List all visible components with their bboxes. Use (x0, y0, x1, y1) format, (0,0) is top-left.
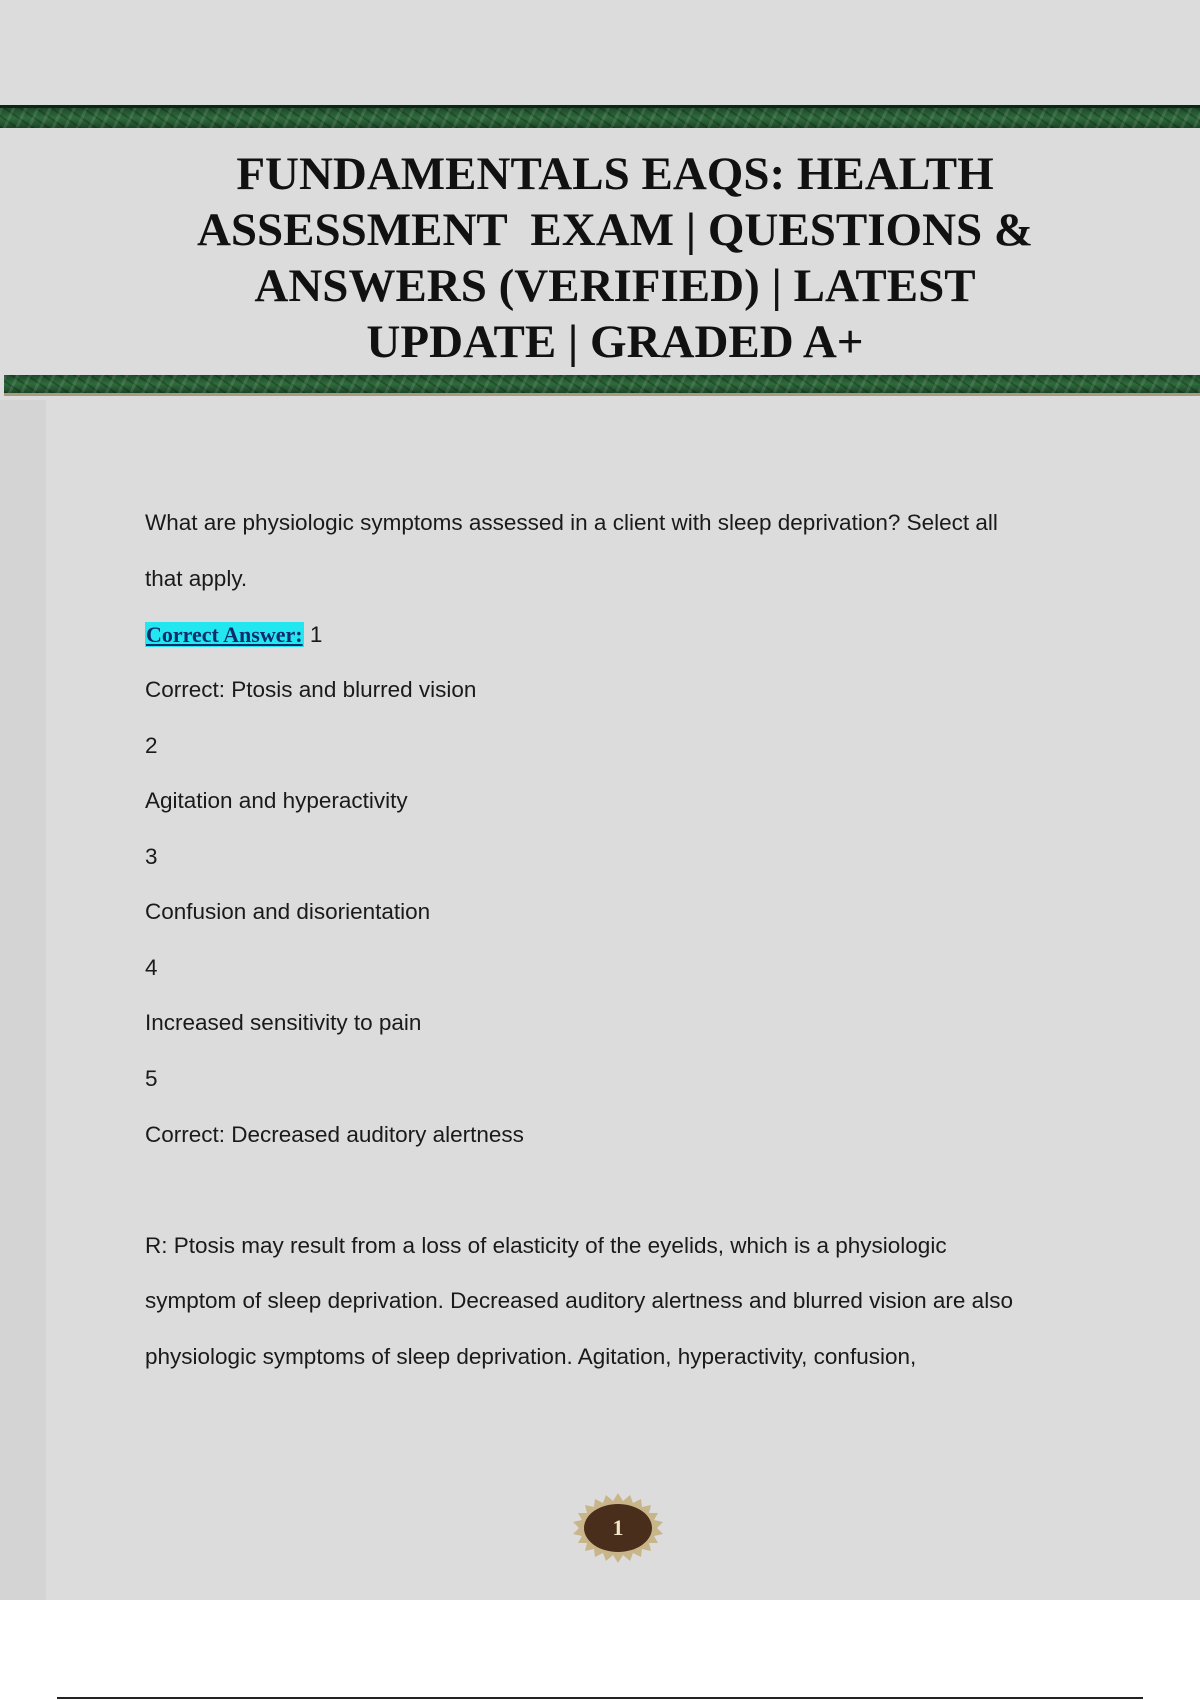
option-line: Correct: Ptosis and blurred vision (145, 677, 477, 702)
rationale-line: physiologic symptoms of sleep deprivation. Agitation, hyperactivity, confusion, (145, 1344, 917, 1369)
rationale-line: R: Ptosis may result from a loss of elasticity of the eyelids, which is a physiologic (145, 1233, 947, 1258)
page-bottom-margin (0, 1600, 1200, 1700)
footer-divider (57, 1697, 1143, 1699)
correct-answer-label: Correct Answer: (146, 622, 303, 647)
decorative-band-bottom (4, 375, 1200, 396)
page-number: 1 (612, 1515, 624, 1540)
title-line: FUNDAMENTALS EAQS: HEALTH (236, 148, 994, 200)
option-line: Agitation and hyperactivity (145, 788, 408, 813)
title-line: UPDATE | GRADED A+ (366, 316, 864, 368)
title-line: ASSESSMENT EXAM | QUESTIONS & (196, 204, 1034, 256)
option-number: 5 (145, 1066, 158, 1091)
option-line: Confusion and disorientation (145, 899, 431, 924)
question-text-line: that apply. (145, 566, 248, 591)
option-line: Increased sensitivity to pain (145, 1010, 422, 1035)
answer-number: 1 (309, 622, 323, 647)
option-number: 2 (145, 733, 158, 758)
page-number-badge (568, 1492, 668, 1564)
option-number: 3 (145, 844, 158, 869)
question-text-line: What are physiologic symptoms assessed in a client with sleep deprivation? Select all (145, 510, 998, 535)
decorative-band-top (0, 105, 1200, 128)
option-number: 4 (145, 955, 158, 980)
correct-answer-line (145, 622, 322, 648)
page-margin-shade (0, 400, 46, 1600)
rationale-line: symptom of sleep deprivation. Decreased auditory alertness and blurred vision are also (145, 1288, 1013, 1313)
title-line: ANSWERS (VERIFIED) | LATEST (254, 260, 976, 312)
document-title (60, 146, 1170, 370)
option-line: Correct: Decreased auditory alertness (145, 1122, 524, 1147)
